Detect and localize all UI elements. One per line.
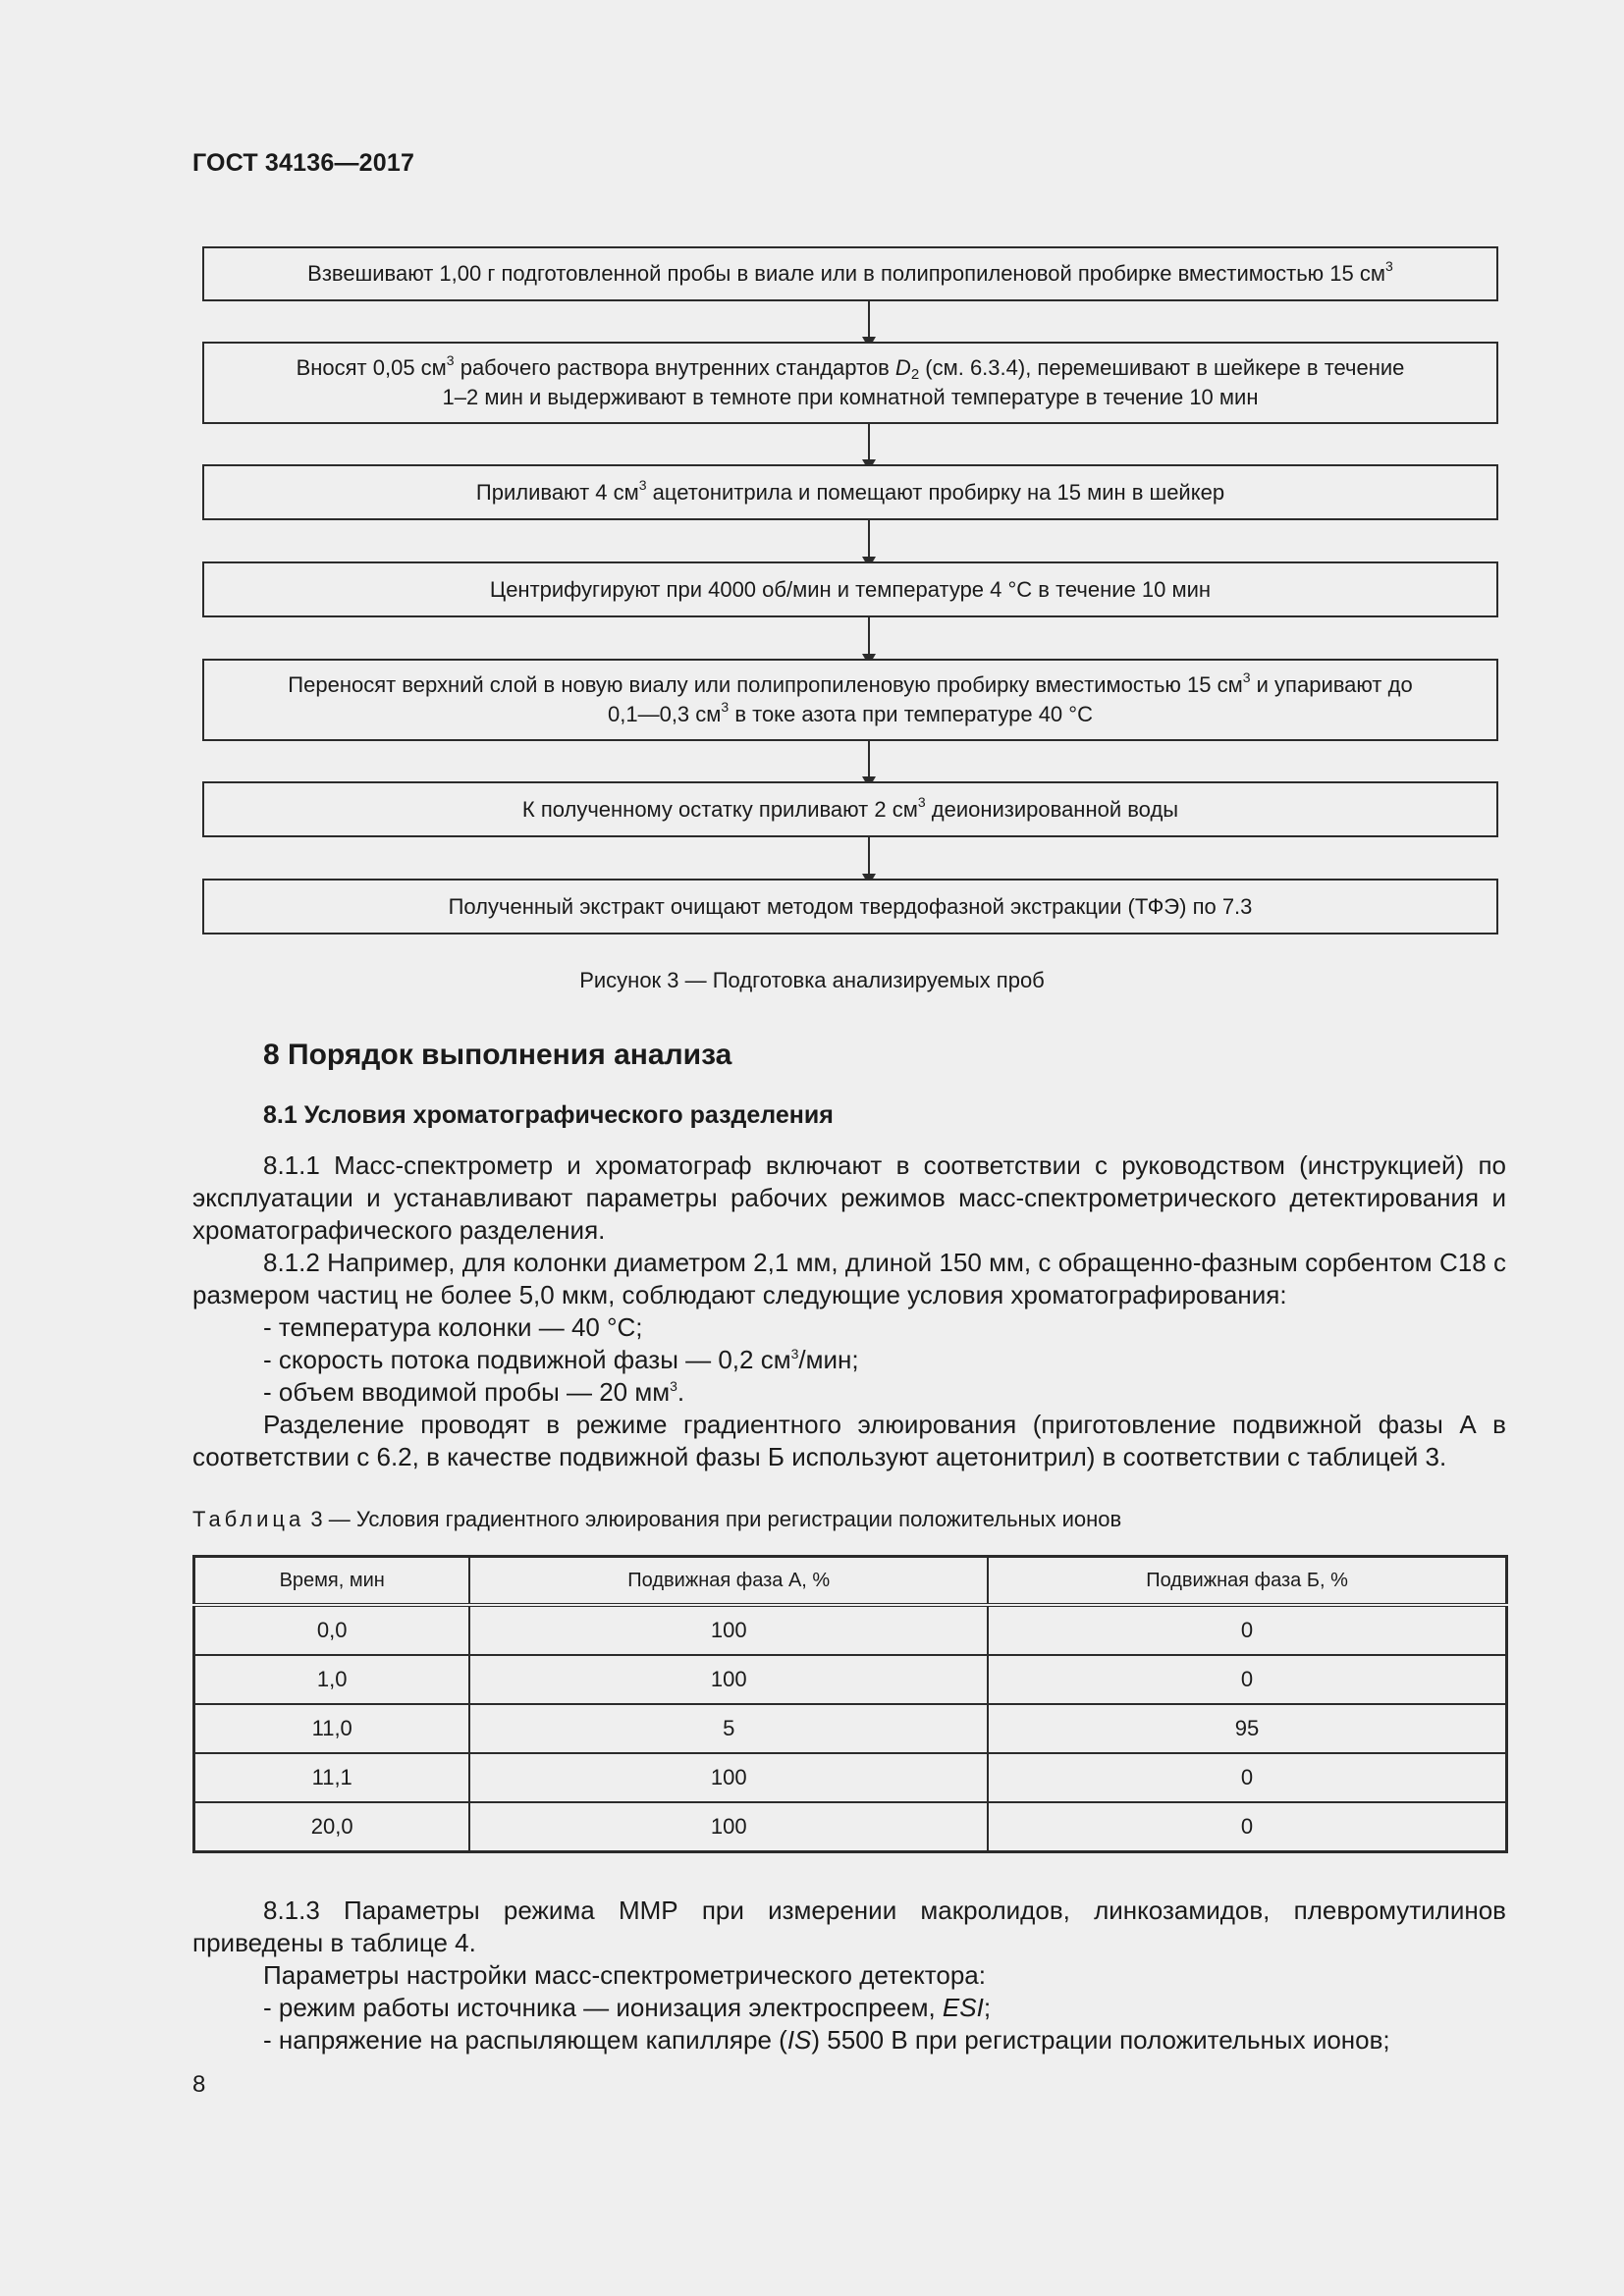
section-body-2 <box>192 1895 1506 2056</box>
table-cell: 0 <box>988 1753 1506 1802</box>
flow-step-7 <box>202 879 1498 934</box>
table-row <box>194 1802 1507 1852</box>
table-cell: 11,1 <box>194 1753 470 1802</box>
table-header-phase-b: Подвижная фаза Б, % <box>988 1557 1506 1606</box>
list-item-flow-rate: - скорость потока подвижной фазы — 0,2 $см^3$/мин; <box>263 1345 859 1374</box>
section-body <box>192 1149 1506 1473</box>
table-cell: 5 <box>469 1704 988 1753</box>
table-header-phase-a: Подвижная фаза А, % <box>469 1557 988 1606</box>
flow-step-7-text: Полученный экстракт очищают методом твердофазной экстракции (ТФЭ) по 7.3 <box>448 893 1253 919</box>
flow-step-1-text: Взвешивают 1,00 г подготовленной пробы в виале или в полипропиленовой пробирке вместимостью 15 $см^3$ <box>307 258 1393 286</box>
flow-step-2 <box>202 342 1498 424</box>
document-code: ГОСТ 34136—2017 <box>192 149 415 177</box>
list-item-capillary-voltage: - напряжение на распыляющем капилляре (IS) 5500 В при регистрации положительных ионов; <box>263 2025 1390 2055</box>
figure-caption: Рисунок 3 — Подготовка анализируемых проб <box>579 968 1045 992</box>
section-title: 8 Порядок выполнения анализа <box>263 1039 732 1071</box>
table-cell: 0 <box>988 1605 1506 1655</box>
list-item-temperature: - температура колонки — 40 °С; <box>263 1312 643 1342</box>
table-cell: 100 <box>469 1605 988 1655</box>
flow-step-5 <box>202 659 1498 741</box>
paragraph-8-1-1: 8.1.1 Масс-спектрометр и хроматограф включают в соответствии с руководством (инструкцией) по эксплуатации и устанавливают параметры рабочих режимов масс-спектрометрического детектирования и хроматографического разделения. <box>192 1150 1506 1245</box>
table-row <box>194 1605 1507 1655</box>
table-cell: 0 <box>988 1802 1506 1852</box>
table-cell: 0,0 <box>194 1605 470 1655</box>
table-row <box>194 1704 1507 1753</box>
paragraph-8-1-2: 8.1.2 Например, для колонки диаметром 2,1 мм, длиной 150 мм, с обращенно-фазным сорбентом С18 с размером частиц не более 5,0 мкм, соблюдают следующие условия хроматографирования: <box>192 1248 1506 1309</box>
list-item-source-mode: - режим работы источника — ионизация электроспреем, ESI; <box>263 1993 992 2022</box>
table-cell: 100 <box>469 1802 988 1852</box>
page-number: 8 <box>192 2071 206 2098</box>
table-cell: 0 <box>988 1655 1506 1704</box>
flow-step-6 <box>202 781 1498 837</box>
flow-step-1 <box>202 246 1498 301</box>
gradient-table <box>192 1555 1508 1853</box>
table-cell: 100 <box>469 1655 988 1704</box>
flow-step-3-text: Приливают 4 $см^3$ ацетонитрила и помещают пробирку на 15 мин в шейкер <box>475 476 1225 505</box>
table-row <box>194 1655 1507 1704</box>
table-cell: 100 <box>469 1753 988 1802</box>
list-item-injection-volume: - объем вводимой пробы — 20 $мм^3$. <box>263 1377 685 1407</box>
table-cell: 20,0 <box>194 1802 470 1852</box>
flow-step-5-text: Переносят верхний слой в новую виалу или полипропиленовую пробирку вместимостью 15 $см^3$ и упаривают до 0,1—0,3 $см^3$ в токе азота при температуре 40 °С <box>288 669 1413 726</box>
flow-step-3 <box>202 464 1498 520</box>
flow-step-4-text: Центрифугируют при 4000 об/мин и температуре 4 °С в течение 10 мин <box>489 576 1212 602</box>
subsection-title: 8.1 Условия хроматографического разделения <box>263 1101 834 1129</box>
table-cell: 95 <box>988 1704 1506 1753</box>
table-header-time: Время, мин <box>194 1557 470 1606</box>
flow-step-6-text: К полученному остатку приливают 2 $см^3$ деионизированной воды <box>521 793 1179 822</box>
table-cell: 1,0 <box>194 1655 470 1704</box>
paragraph-detector-params: Параметры настройки масс-спектрометрического детектора: <box>263 1960 986 1990</box>
table-caption: Таблица 3 — Условия градиентного элюирования при регистрации положительных ионов <box>192 1507 1122 1531</box>
paragraph-gradient: Разделение проводят в режиме градиентного элюирования (приготовление подвижной фазы А в соответствии с 6.2, в качестве подвижной фазы Б используют ацетонитрил) в соответствии с таблицей 3. <box>192 1410 1506 1471</box>
table-header-row <box>194 1557 1507 1606</box>
flow-step-2-text: Вносят 0,05 $см^3$ рабочего раствора внутренних стандартов $D_2$ (см. 6.3.4), перемешивают в шейкере в течение 1–2 мин и выдерживают в темноте при комнатной температуре в течение 10 мин <box>296 352 1405 409</box>
table-row <box>194 1753 1507 1802</box>
paragraph-8-1-3: 8.1.3 Параметры режима ММР при измерении макролидов, линкозамидов, плевромутилинов приведены в таблице 4. <box>192 1896 1506 1957</box>
flow-step-4 <box>202 561 1498 617</box>
table-cell: 11,0 <box>194 1704 470 1753</box>
